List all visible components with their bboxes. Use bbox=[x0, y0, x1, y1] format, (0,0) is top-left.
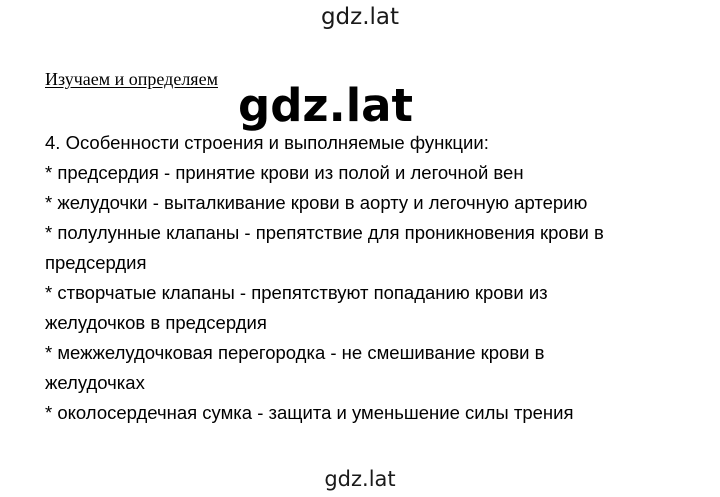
text-line: * полулунные клапаны - препятствие для проникновения крови в bbox=[45, 222, 604, 243]
text-line: 4. Особенности строения и выполняемые функции: bbox=[45, 132, 489, 153]
answer-text bbox=[45, 128, 695, 428]
text-line: * околосердечная сумка - защита и уменьшение силы трения bbox=[45, 402, 574, 423]
text-line: * межжелудочковая перегородка - не смешивание крови в bbox=[45, 342, 545, 363]
text-line: желудочках bbox=[45, 372, 145, 393]
watermark-bottom: gdz.lat bbox=[324, 467, 396, 491]
text-line: желудочков в предсердия bbox=[45, 312, 267, 333]
text-line: * предсердия - принятие крови из полой и легочной вен bbox=[45, 162, 524, 183]
text-line: * желудочки - выталкивание крови в аорту и легочную артерию bbox=[45, 192, 588, 213]
watermark-top: gdz.lat bbox=[320, 4, 400, 30]
text-line: * створчатые клапаны - препятствуют попаданию крови из bbox=[45, 282, 548, 303]
watermark-center: gdz.lat bbox=[238, 79, 414, 132]
text-line: предсердия bbox=[45, 252, 147, 273]
section-heading: Изучаем и определяем bbox=[45, 69, 218, 89]
